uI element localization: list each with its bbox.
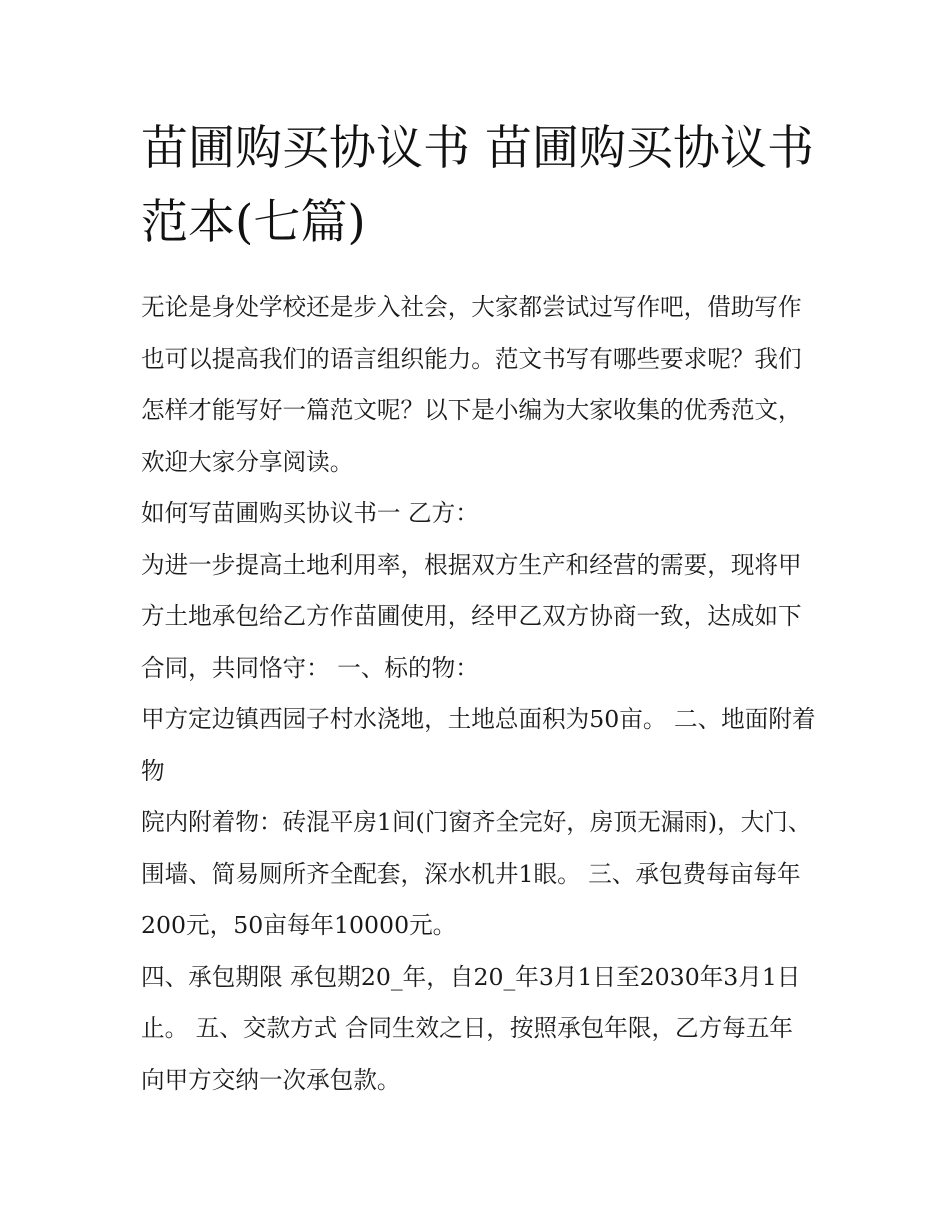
document-title: 苗圃购买协议书 苗圃购买协议书范本(七篇) xyxy=(141,121,814,250)
intro-paragraph: 无论是身处学校还是步入社会，大家都尝试过写作吧，借助写作也可以提高我们的语言组织能力。范文书写有哪些要求呢？我们怎样才能写好一篇范文呢？以下是小编为大家收集的优秀范文，欢迎大家分享阅读。 xyxy=(141,293,802,476)
document-body xyxy=(141,282,816,1106)
section-heading-paragraph: 如何写苗圃购买协议书一 乙方： xyxy=(141,499,479,527)
attachments-paragraph: 院内附着物：砖混平房1间(门窗齐全完好，房顶无漏雨)，大门、围墙、简易厕所齐全配套，深水机井1眼。 三、承包费每亩每年200元，50亩每年10000元。 xyxy=(141,808,812,939)
term-payment-paragraph: 四、承包期限 承包期20_年，自20_年3月1日至2030年3月1日止。 五、交款方式 合同生效之日，按照承包年限，乙方每五年向甲方交纳一次承包款。 xyxy=(141,962,801,1094)
contract-preamble-paragraph: 为进一步提高土地利用率，根据双方生产和经营的需要，现将甲方土地承包给乙方作苗圃使用，经甲乙双方协商一致，达成如下合同，共同恪守： 一、标的物： xyxy=(141,550,802,682)
subject-matter-paragraph: 甲方定边镇西园子村水浇地，土地总面积为50亩。 二、地面附着物 xyxy=(141,705,816,785)
